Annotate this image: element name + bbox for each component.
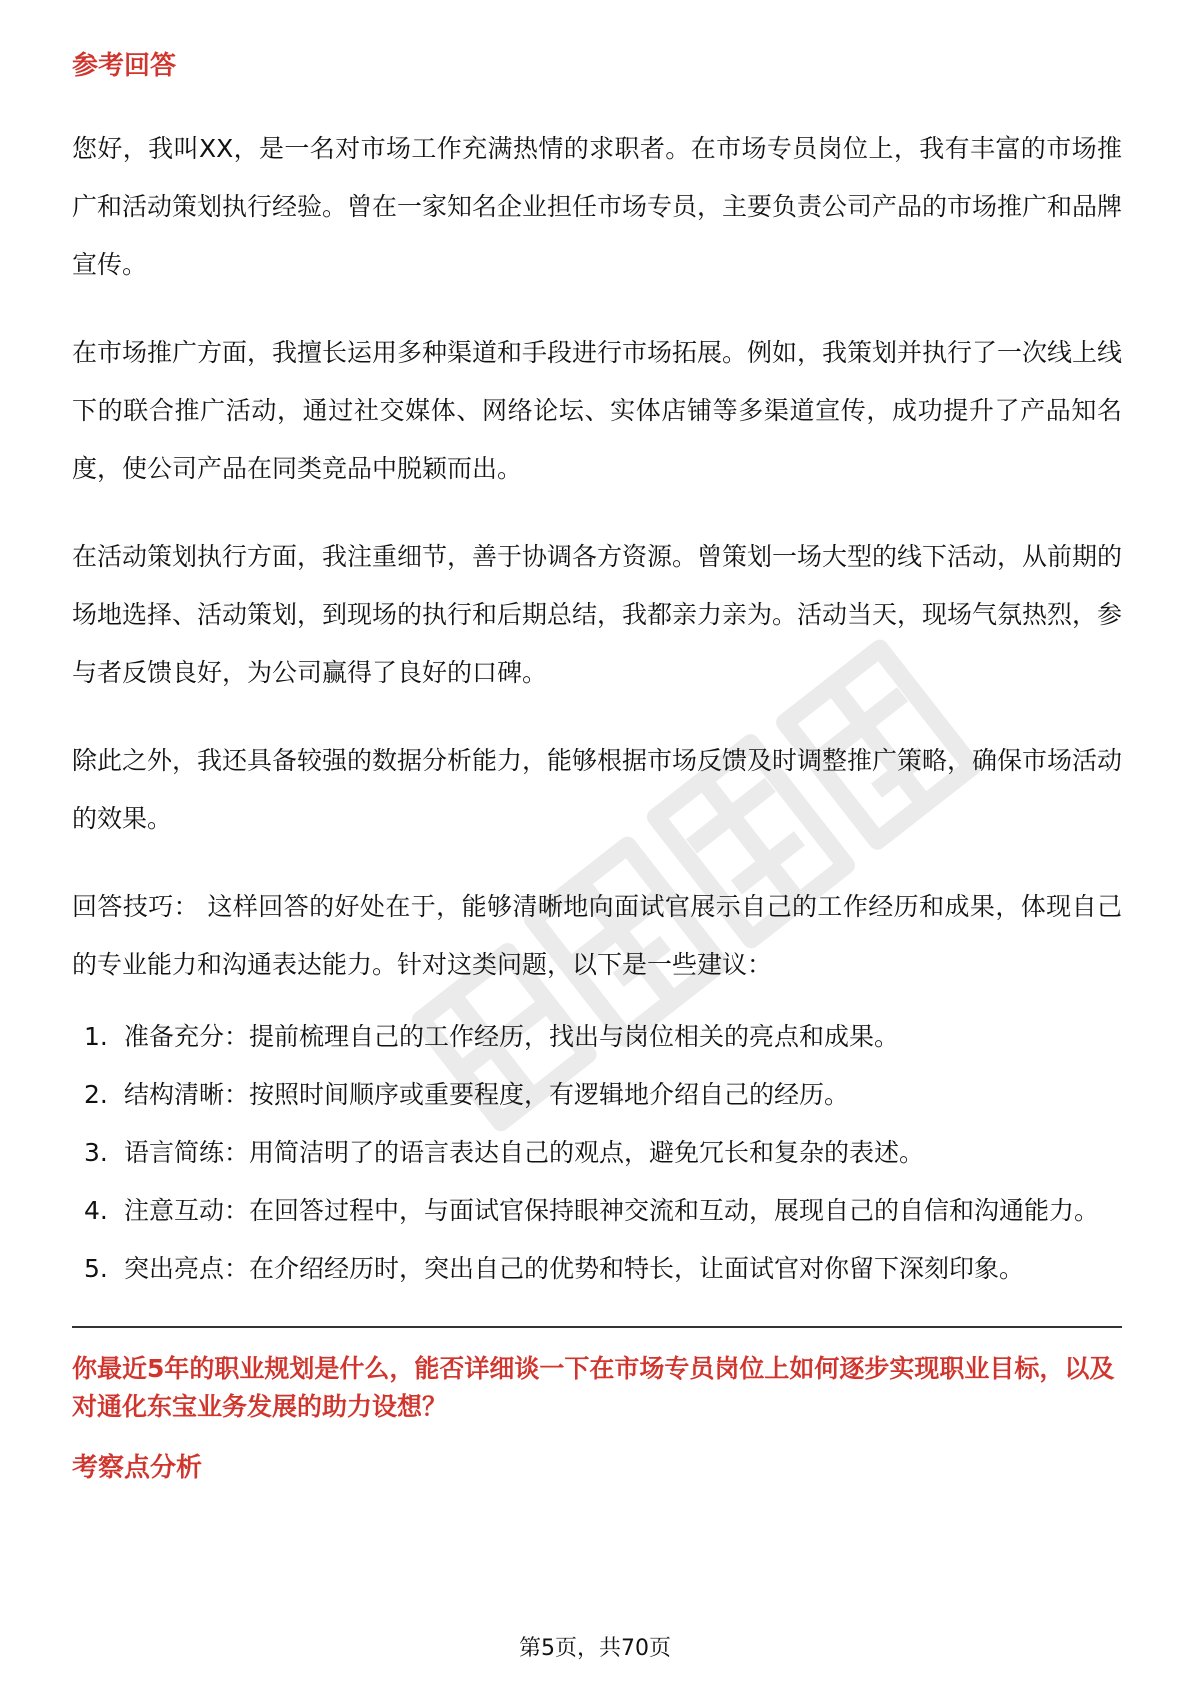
list-item-text: 语言简练：用简洁明了的语言表达自己的观点，避免冗长和复杂的表述。 bbox=[124, 1138, 925, 1167]
list-item bbox=[72, 1182, 1122, 1240]
list-item bbox=[72, 1240, 1122, 1298]
list-item bbox=[72, 1124, 1122, 1182]
list-item-number: 3. bbox=[84, 1138, 108, 1167]
list-item-text: 注意互动：在回答过程中，与面试官保持眼神交流和互动，展现自己的自信和沟通能力。 bbox=[124, 1196, 1100, 1225]
answer-paragraph-2: 在市场推广方面，我擅长运用多种渠道和手段进行市场拓展。例如，我策划并执行了一次线上线下的联合推广活动，通过社交媒体、网络论坛、实体店铺等多渠道宣传，成功提升了产品知名度，使公司产品在同类竞品中脱颖而出。 bbox=[72, 338, 1123, 483]
next-question: 你最近5年的职业规划是什么，能否详细谈一下在市场专员岗位上如何逐步实现职业目标，以及对通化东宝业务发展的助力设想？ bbox=[72, 1354, 1115, 1421]
answer-paragraph-3: 在活动策划执行方面，我注重细节，善于协调各方资源。曾策划一场大型的线下活动，从前期的场地选择、活动策划，到现场的执行和后期总结，我都亲力亲为。活动当天，现场气氛热烈，参与者反馈良好，为公司赢得了良好的口碑。 bbox=[72, 542, 1123, 687]
tips-list bbox=[72, 1008, 1122, 1298]
page-number-footer: 第5页，共70页 bbox=[519, 1636, 671, 1661]
main-content bbox=[72, 48, 1122, 1486]
answer-heading: 参考回答 bbox=[72, 51, 177, 81]
answer-paragraph-1: 您好，我叫XX，是一名对市场工作充满热情的求职者。在市场专员岗位上，我有丰富的市场推广和活动策划执行经验。曾在一家知名企业担任市场专员，主要负责公司产品的市场推广和品牌宣传。 bbox=[72, 134, 1123, 279]
list-item-number: 1. bbox=[84, 1022, 108, 1051]
section-divider bbox=[72, 1326, 1122, 1328]
list-item-text: 准备充分：提前梳理自己的工作经历，找出与岗位相关的亮点和成果。 bbox=[124, 1022, 900, 1051]
list-item-number: 2. bbox=[84, 1080, 108, 1109]
list-item-text: 结构清晰：按照时间顺序或重要程度，有逻辑地介绍自己的经历。 bbox=[124, 1080, 850, 1109]
tips-intro: 回答技巧： 这样回答的好处在于，能够清晰地向面试官展示自己的工作经历和成果，体现自己的专业能力和沟通表达能力。针对这类问题，以下是一些建议： bbox=[72, 892, 1122, 979]
list-item-number: 5. bbox=[84, 1254, 108, 1283]
list-item bbox=[72, 1066, 1122, 1124]
list-item-text: 突出亮点：在介绍经历时，突出自己的优势和特长，让面试官对你留下深刻印象。 bbox=[124, 1254, 1025, 1283]
answer-paragraph-4: 除此之外，我还具备较强的数据分析能力，能够根据市场反馈及时调整推广策略，确保市场活动的效果。 bbox=[72, 746, 1123, 833]
analysis-heading: 考察点分析 bbox=[72, 1453, 203, 1483]
list-item-number: 4. bbox=[84, 1196, 108, 1225]
list-item bbox=[72, 1008, 1122, 1066]
